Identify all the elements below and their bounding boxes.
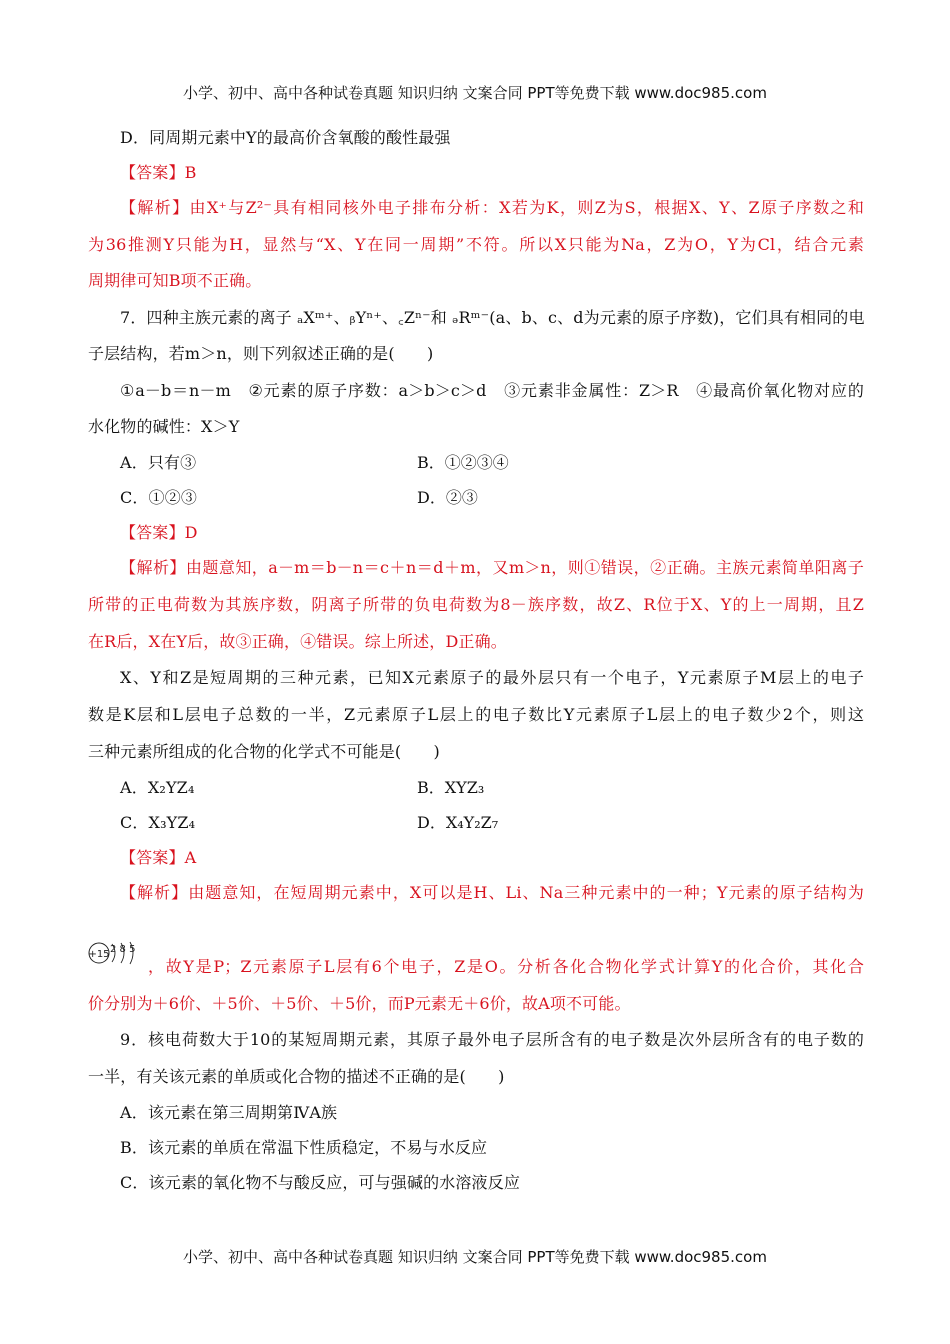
q9-stem-line-1: 9．核电荷数大于10的某短周期元素，其原子最外电子层所含有的电子数是次外层所含有的电子数的 — [120, 1030, 864, 1049]
q7-option-a: A．只有③ — [120, 453, 197, 472]
page-footer: 小学、初中、高中各种试卷真题 知识归纳 文案合同 PPT等免费下载 www.doc985.com — [183, 1248, 767, 1266]
q6-option-d: D．同周期元素中Y的最高价含氧酸的酸性最强 — [120, 128, 451, 147]
q7-option-d: D．②③ — [417, 488, 478, 507]
q8-explanation-line-1: 【解析】由题意知，在短周期元素中，X可以是H、Li、Na三种元素中的一种；Y元素的原子结构为 — [120, 883, 864, 902]
q8-stem-line-2: 数是K层和L层电子总数的一半，Z元素原子L层上的电子数比Y元素原子L层上的电子数少2个，则这 — [88, 705, 864, 724]
q8-option-c: C．X₃YZ₄ — [120, 813, 196, 832]
q7-statements-line-1: ①a－b＝n－m ②元素的原子序数：a＞b＞c＞d ③元素非金属性：Z＞R ④最高价氧化物对应的 — [120, 381, 864, 400]
q9-option-c: C．该元素的氧化物不与酸反应，可与强碱的水溶液反应 — [120, 1173, 520, 1192]
q8-answer: 【答案】A — [120, 848, 197, 867]
q7-explanation-line-2: 所带的正电荷数为其族序数，阴离子所带的负电荷数为8－族序数，故Z、R位于X、Y的上一周期，且Z — [88, 595, 864, 614]
phosphorus-atom-structure-diagram — [88, 938, 148, 968]
q9-option-b: B．该元素的单质在常温下性质稳定，不易与水反应 — [120, 1138, 488, 1157]
q8-option-b: B．XYZ₃ — [417, 778, 485, 797]
q8-option-a: A．X₂YZ₄ — [120, 778, 195, 797]
q6-answer: 【答案】B — [120, 163, 197, 182]
q6-explanation-line-1: 【解析】由X⁺与Z²⁻具有相同核外电子排布分析：X若为K，则Z为S，根据X、Y、Z原子序数之和 — [120, 198, 864, 217]
q9-option-a: A．该元素在第三周期第ⅣA族 — [120, 1103, 338, 1122]
q8-option-d: D．X₄Y₂Z₇ — [417, 813, 499, 832]
q7-statements-line-2: 水化物的碱性：X＞Y — [88, 417, 240, 436]
atom-shell-electrons: 2 8 5 — [110, 944, 136, 955]
q7-option-c: C．①②③ — [120, 488, 197, 507]
q7-answer: 【答案】D — [120, 523, 198, 542]
q7-stem-line-1: 7．四种主族元素的离子 ₐXᵐ⁺、ᵦYⁿ⁺、꜀Zⁿ⁻和 ₔRᵐ⁻(a、b、c、d为元素的原子序数)，它们具有相同的电 — [120, 308, 865, 327]
q7-option-b: B．①②③④ — [417, 453, 509, 472]
q8-explanation-line-2: ，故Y是P；Z元素原子L层有6个电子，Z是O。分析各化合物化学式计算Y的化合价，其化合 — [148, 957, 864, 976]
q8-explanation-line-3: 价分别为＋6价、＋5价、＋5价、＋5价，而P元素无＋6价，故A项不可能。 — [88, 994, 631, 1013]
q8-stem-line-1: X、Y和Z是短周期的三种元素，已知X元素原子的最外层只有一个电子，Y元素原子M层上的电子 — [120, 668, 864, 687]
q7-explanation-line-3: 在R后，X在Y后，故③正确，④错误。综上所述，D正确。 — [88, 632, 507, 651]
q7-explanation-line-1: 【解析】由题意知，a－m＝b－n＝c＋n＝d＋m，又m＞n，则①错误，②正确。主族元素简单阳离子 — [120, 558, 864, 577]
page-header: 小学、初中、高中各种试卷真题 知识归纳 文案合同 PPT等免费下载 www.doc985.com — [183, 84, 767, 102]
atom-nucleus-label: +15 — [88, 949, 110, 960]
q6-explanation-line-3: 周期律可知B项不正确。 — [88, 271, 262, 290]
q9-stem-line-2: 一半，有关该元素的单质或化合物的描述不正确的是( ) — [88, 1067, 505, 1086]
q7-stem-line-2: 子层结构，若m＞n，则下列叙述正确的是( ) — [88, 344, 434, 363]
q8-stem-line-3: 三种元素所组成的化合物的化学式不可能是( ) — [88, 742, 440, 761]
q6-explanation-line-2: 为36推测Y只能为H，显然与“X、Y在同一周期”不符。所以X只能为Na，Z为O，Y为Cl，结合元素 — [88, 235, 864, 254]
